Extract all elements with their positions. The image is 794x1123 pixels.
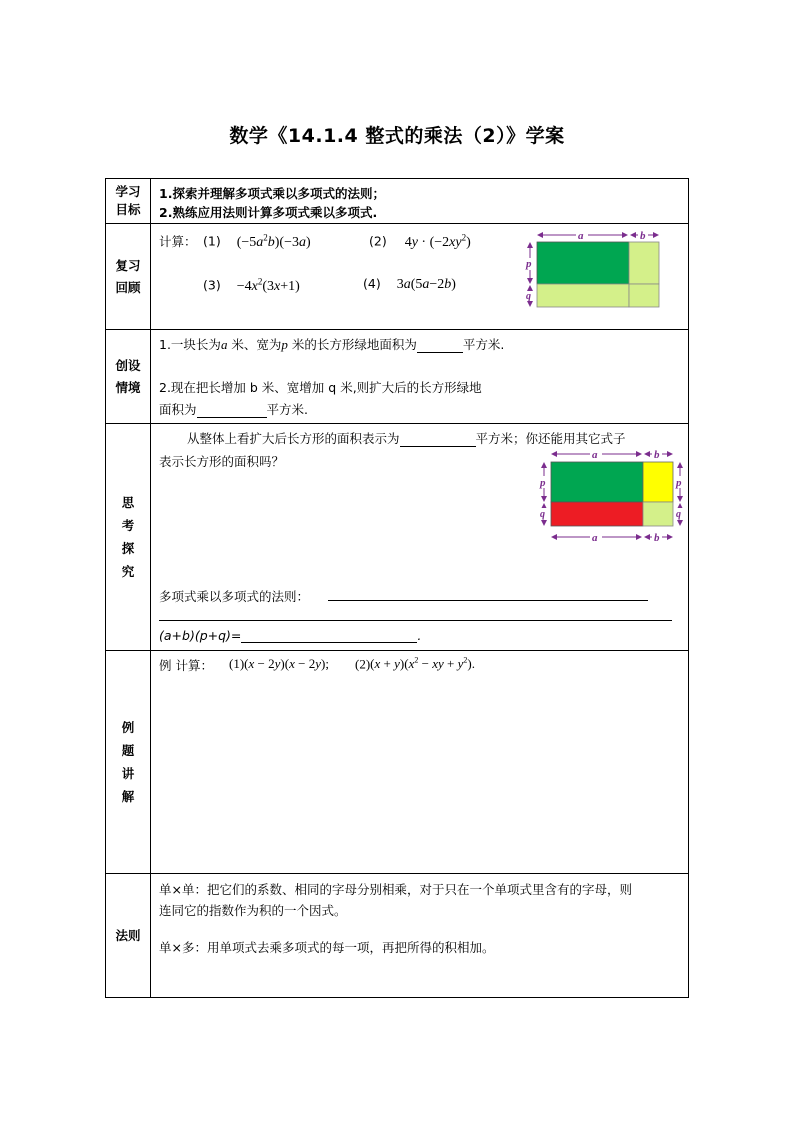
rule-mono-line1: 单×单：把它们的系数、相同的字母分别相乘，对于只在一个单项式里含有的字母，则: [159, 882, 632, 897]
rules-label: 法则: [106, 874, 151, 998]
scenario-label-line1: 创设: [115, 357, 141, 373]
goals-label: [106, 179, 151, 224]
explore-label-q-right: q: [676, 509, 681, 520]
explore-label-p-right: p: [676, 477, 682, 489]
problem-3-expr: $-4x^2(3x+1)$: [236, 276, 300, 294]
scenario-label: [106, 330, 151, 424]
goal-item-1: 1.探索并理解多项式乘以多项式的法则；: [159, 186, 385, 201]
q1-answer-blank[interactable]: [417, 340, 463, 353]
review-label-b: b: [640, 230, 646, 242]
explore-rule-label: 多项式乘以多项式的法则：: [159, 589, 310, 604]
goals-row: [106, 179, 689, 224]
problem-4-number: (4): [363, 276, 381, 291]
review-content: [151, 224, 689, 330]
q2-text-post: 平方米.: [266, 402, 308, 417]
review-label-p: p: [526, 258, 532, 270]
review-area-bp: [629, 242, 659, 284]
explore-area-ap: [551, 462, 643, 502]
goals-label-line1: 学习: [115, 184, 141, 199]
review-area-bq: [629, 284, 659, 307]
examples-lead: 例 计算：: [159, 658, 213, 673]
scenario-row: [106, 330, 689, 424]
q1-text-mid1: 米、宽为: [227, 337, 282, 352]
q1-text-pre: 1.一块长为: [159, 337, 221, 352]
rule-poly: 单×多：用单项式去乘多项式的每一项，再把所得的积相加。: [159, 940, 495, 955]
explore-text-post: 平方米；你还能用其它式子: [475, 431, 626, 446]
review-label: [106, 224, 151, 330]
examples-label-char-4: 解: [121, 789, 135, 804]
scenario-question-2-line2: [159, 400, 308, 418]
examples-content: [151, 651, 689, 874]
explore-label-a-bottom: a: [592, 532, 598, 544]
goal-item-2: 2.熟练应用法则计算多项式乘以多项式.: [159, 205, 378, 220]
review-area-ap: [537, 242, 629, 284]
review-label-line1: 复习: [115, 257, 141, 273]
q1-var-p: p: [281, 337, 288, 352]
explore-formula-text: (a+b)(p+q)=: [159, 628, 242, 643]
explore-row: [106, 424, 689, 651]
review-lead: [159, 232, 197, 250]
review-problem-1: [203, 232, 311, 251]
review-label-line2: 回顾: [115, 279, 141, 295]
problem-1-number: (1): [203, 233, 221, 249]
explore-text-pre: 从整体上看扩大后长方形的面积表示为: [187, 431, 400, 446]
problem-1-expr: $(-5a^2b)(-3a)$: [236, 232, 311, 250]
review-problem-2: [369, 232, 471, 251]
review-row: [106, 224, 689, 330]
review-lead-text: 计算：: [159, 234, 197, 249]
rule-mono-line2: 连同它的指数作为积的一个因式。: [159, 903, 347, 918]
scenario-question-2-line1: 2.现在把长增加 b 米、宽增加 q 米,则扩大后的长方形绿地: [159, 380, 482, 395]
explore-label-char-4: 究: [121, 564, 135, 579]
rules-content: [151, 874, 689, 998]
explore-formula-blank[interactable]: [241, 630, 417, 643]
example-1-number: (1): [229, 656, 245, 671]
explore-area-bq: [643, 502, 673, 526]
q2-answer-blank[interactable]: [197, 405, 267, 418]
explore-label-char-1: 思: [121, 495, 135, 510]
worksheet-table: [105, 178, 689, 998]
scenario-content: [151, 330, 689, 424]
explore-label: [106, 424, 151, 651]
explore-question-line2: 表示长方形的面积吗？: [159, 454, 285, 469]
explore-formula-end: .: [417, 628, 422, 643]
problem-2-number: (2): [369, 233, 387, 249]
explore-area-bp: [643, 462, 673, 502]
review-area-aq: [537, 284, 629, 307]
q1-text-mid2: 米的长方形绿地面积为: [287, 337, 417, 352]
example-1: [229, 656, 329, 672]
page-title: 数学《14.1.4 整式的乘法（2）》学案: [229, 125, 565, 147]
q1-var-a: a: [220, 337, 228, 352]
examples-label-char-1: 例: [121, 720, 135, 735]
explore-label-p-left: p: [540, 477, 546, 489]
explore-label-a-top: a: [592, 449, 598, 461]
explore-question-line1: [187, 429, 626, 447]
review-label-a: a: [578, 230, 584, 242]
explore-formula: [159, 628, 421, 643]
example-2-number: (2): [355, 656, 371, 672]
examples-label-char-2: 题: [121, 743, 135, 758]
q2-text-pre: 面积为: [159, 402, 197, 417]
explore-area-aq: [551, 502, 643, 526]
problem-3-number: (3): [203, 277, 221, 293]
review-rectangle-diagram: [523, 230, 663, 310]
review-label-q: q: [526, 291, 531, 302]
explore-label-char-3: 探: [121, 541, 135, 556]
problem-2-expr: $4y \cdot (-2xy^2)$: [404, 232, 471, 250]
scenario-question-1: [159, 335, 504, 353]
problem-4-expr: 3a(5a−2b): [396, 277, 456, 292]
explore-rule-blank-2[interactable]: [159, 620, 672, 621]
example-2: [355, 656, 475, 672]
examples-row: [106, 651, 689, 874]
explore-rectangle-diagram: [537, 448, 687, 546]
explore-rule-blank-1[interactable]: [328, 600, 648, 601]
rules-row: [106, 874, 689, 998]
explore-label-q-left: q: [540, 509, 545, 520]
q1-text-post: 平方米.: [462, 337, 505, 352]
review-problem-4: [363, 276, 456, 293]
review-problem-3: [203, 276, 300, 295]
explore-label-b-top: b: [654, 449, 660, 461]
explore-label-b-bottom: b: [654, 532, 660, 544]
example-2-expr: $(x + y)(x^2$ − xy + $y^2$).: [370, 656, 475, 672]
scenario-label-line2: 情境: [115, 379, 141, 395]
goals-content: [151, 179, 689, 224]
explore-label-char-2: 考: [121, 518, 135, 533]
examples-label: [106, 651, 151, 874]
example-1-expr: (x − 2y)(x − 2y);: [244, 656, 329, 671]
goals-label-line2: 目标: [115, 202, 141, 217]
examples-label-char-3: 讲: [121, 766, 135, 781]
explore-answer-blank[interactable]: [400, 434, 476, 447]
explore-content: [151, 424, 689, 651]
